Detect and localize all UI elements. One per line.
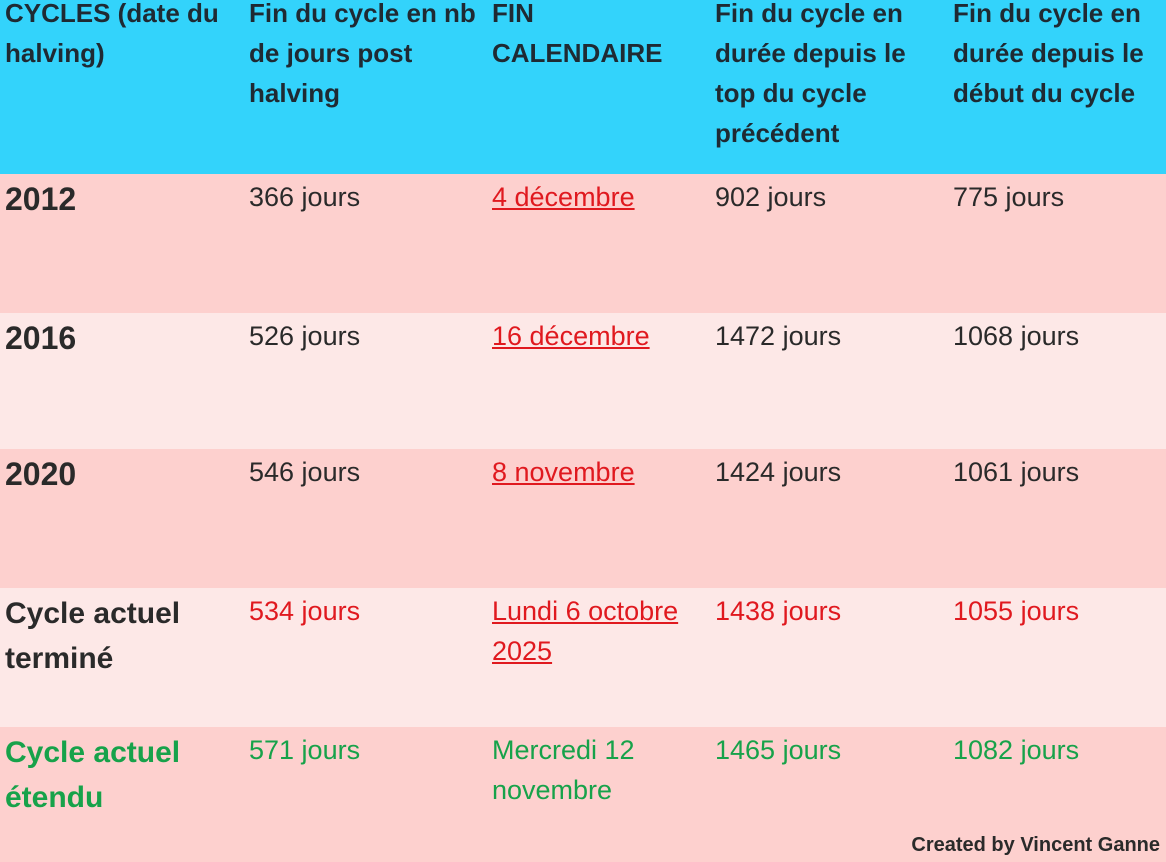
header-days-post-halving: Fin du cycle en nb de jours post halving — [249, 0, 476, 108]
since-previous-top: 1472 jours — [715, 321, 842, 351]
calendar-end-link[interactable]: Lundi 6 octobre 2025 — [492, 596, 679, 666]
cycle-label: 2016 — [5, 320, 77, 356]
days-post-halving: 534 jours — [249, 596, 361, 626]
calendar-end-link[interactable]: 16 décembre — [492, 321, 650, 351]
since-previous-top: 1438 jours — [715, 596, 842, 626]
table-row — [0, 727, 1166, 862]
since-previous-top: 1465 jours — [715, 735, 842, 765]
table-header-row — [0, 0, 1166, 174]
cycle-label: 2012 — [5, 181, 77, 217]
header-since-previous-top: Fin du cycle en durée depuis le top du cycle précédent — [715, 0, 906, 148]
days-post-halving: 526 jours — [249, 321, 361, 351]
cycle-label: 2020 — [5, 456, 77, 492]
since-previous-top: 902 jours — [715, 182, 827, 212]
since-cycle-start: 775 jours — [953, 182, 1065, 212]
header-cycles: CYCLES (date du halving) — [5, 0, 219, 68]
since-cycle-start: 1068 jours — [953, 321, 1080, 351]
days-post-halving: 546 jours — [249, 457, 361, 487]
table-row — [0, 449, 1166, 588]
days-post-halving: 366 jours — [249, 182, 361, 212]
table-row — [0, 174, 1166, 313]
calendar-end: Mercredi 12 novembre — [492, 735, 635, 805]
calendar-end-link[interactable]: 8 novembre — [492, 457, 635, 487]
since-cycle-start: 1055 jours — [953, 596, 1080, 626]
author-credit: Created by Vincent Ganne — [911, 834, 1160, 856]
since-previous-top: 1424 jours — [715, 457, 842, 487]
since-cycle-start: 1082 jours — [953, 735, 1080, 765]
cycle-label: Cycle actuel étendu — [5, 736, 181, 814]
cycle-label: Cycle actuel terminé — [5, 597, 181, 675]
header-calendar-end: FIN CALENDAIRE — [492, 0, 663, 68]
calendar-end-link[interactable]: 4 décembre — [492, 182, 635, 212]
since-cycle-start: 1061 jours — [953, 457, 1080, 487]
table-row — [0, 588, 1166, 727]
table-row — [0, 313, 1166, 449]
header-since-cycle-start: Fin du cycle en durée depuis le début du cycle — [953, 0, 1144, 108]
days-post-halving: 571 jours — [249, 735, 361, 765]
